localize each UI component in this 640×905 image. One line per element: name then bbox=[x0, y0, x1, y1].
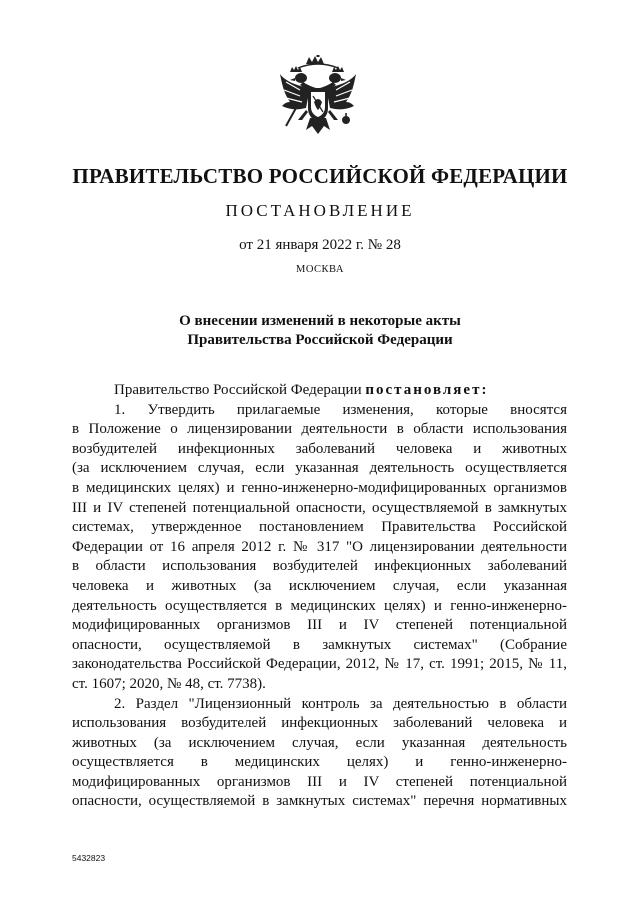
government-title: ПРАВИТЕЛЬСТВО РОССИЙСКОЙ ФЕДЕРАЦИИ bbox=[72, 164, 568, 188]
paragraph-line: опасности, осуществляемой в замкнутых системах" (Собрание bbox=[72, 636, 567, 653]
heading-line: О внесении изменений в некоторые акты bbox=[179, 313, 461, 329]
paragraph-line: возбудителей инфекционных заболеваний человека и животных bbox=[72, 440, 567, 457]
paragraph-line: осуществляется в медицинских целях) и генно-инженерно- bbox=[72, 754, 567, 771]
paragraph-line: модифицированных организмов III и IV степеней потенциальной bbox=[72, 773, 567, 790]
preamble: Правительство Российской Федерации постановляет: bbox=[114, 382, 489, 398]
paragraph-line: законодательства Российской Федерации, 2012, № 17, ст. 1991; 2015, № 11, bbox=[72, 656, 567, 673]
paragraph-line: 2. Раздел "Лицензионный контроль за деятельностью в области bbox=[114, 695, 567, 712]
paragraph-line: деятельность осуществляется в медицинских целях) и генно-инженерно- bbox=[72, 597, 567, 614]
document-heading bbox=[0, 312, 640, 350]
document-body bbox=[72, 381, 567, 812]
paragraph-line: опасности, осуществляемой в замкнутых системах" перечня нормативных bbox=[72, 793, 567, 810]
document-date-number: от 21 января 2022 г. № 28 bbox=[239, 237, 401, 253]
paragraph-line: в медицинских целях) и генно-инженерно-модифицированных организмов bbox=[72, 479, 567, 496]
paragraph-line: ст. 1607; 2020, № 48, ст. 7738). bbox=[72, 675, 266, 692]
paragraph-line: использования возбудителей инфекционных заболеваний человека и bbox=[72, 715, 567, 732]
paragraph-line: человека и животных (за исключением случая, если указанная bbox=[72, 577, 567, 594]
document-city: МОСКВА bbox=[296, 264, 344, 275]
paragraph-line: животных (за исключением случая, если указанная деятельность bbox=[72, 734, 567, 751]
paragraph-line: (за исключением случая, если указанная деятельность осуществляется bbox=[72, 460, 567, 477]
paragraph-line: 1. Утвердить прилагаемые изменения, которые вносятся bbox=[114, 401, 567, 418]
document-type: ПОСТАНОВЛЕНИЕ bbox=[225, 201, 415, 220]
paragraph-line: системах, утвержденное постановлением Правительства Российской bbox=[72, 519, 567, 536]
paragraph-line: III и IV степеней потенциальной опасности, осуществляемой в замкнутых bbox=[72, 499, 567, 516]
paragraph-line: Федерации от 16 апреля 2012 г. № 317 "О лицензировании деятельности bbox=[72, 538, 567, 555]
paragraph-line: в Положение о лицензировании деятельности в области использования bbox=[72, 421, 567, 438]
paragraph-line: в области использования возбудителей инфекционных заболеваний bbox=[72, 558, 567, 575]
page-code: 5432823 bbox=[72, 853, 106, 863]
preamble-verb: постановляет: bbox=[365, 382, 489, 398]
paragraph-line: модифицированных организмов III и IV степеней потенциальной bbox=[72, 617, 567, 634]
heading-line: Правительства Российской Федерации bbox=[187, 332, 453, 348]
russian-coat-of-arms-icon bbox=[276, 52, 360, 140]
